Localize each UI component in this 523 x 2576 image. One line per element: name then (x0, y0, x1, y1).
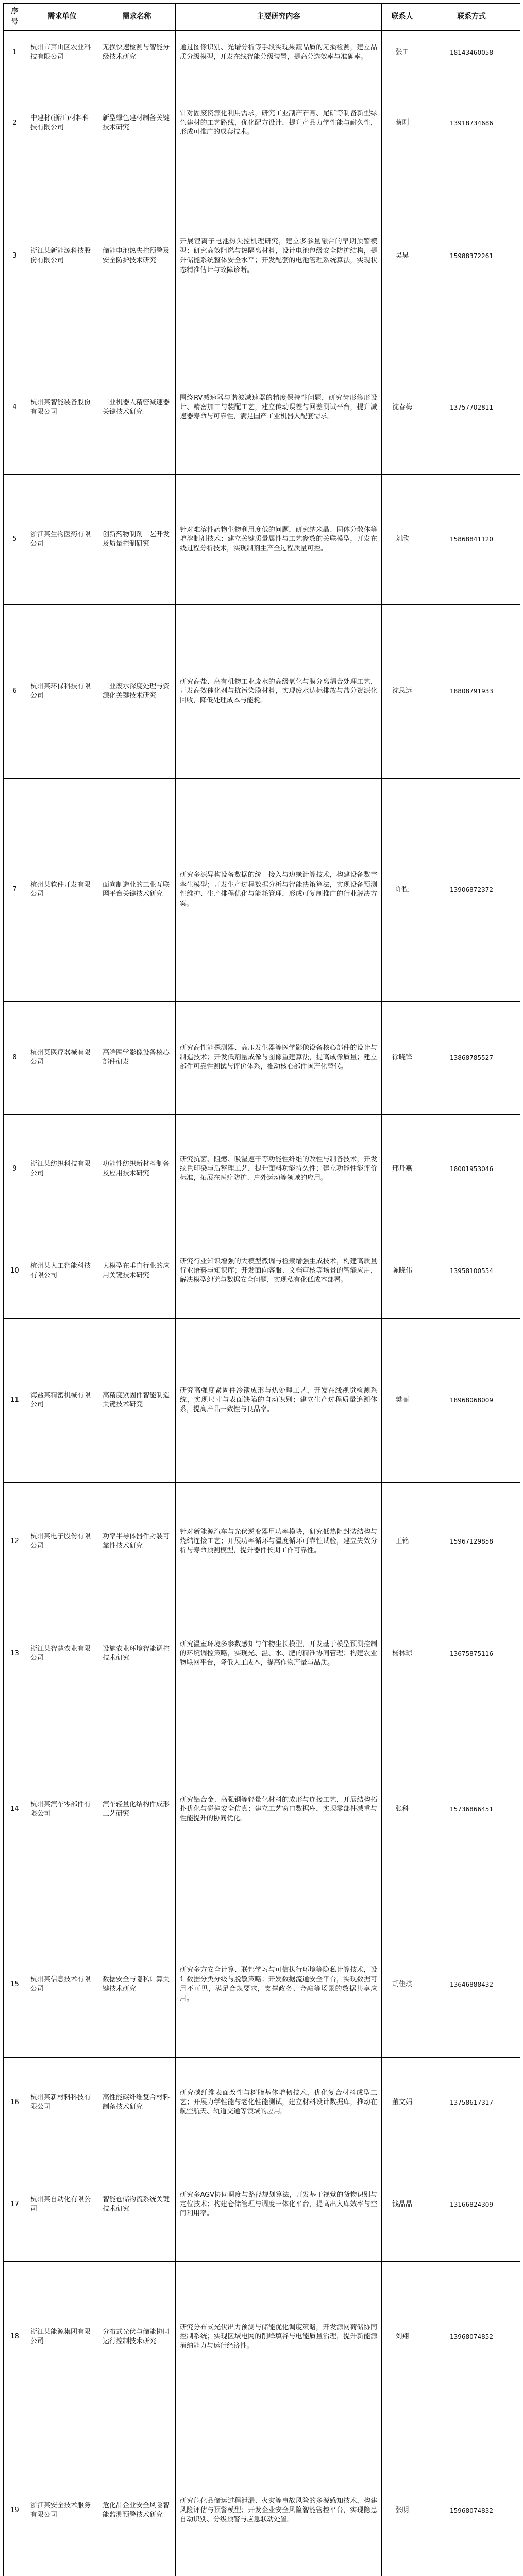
cell-requester: 杭州市萧山区农业科技有限公司 (26, 30, 98, 75)
cell-req-name: 危化品企业安全风险智能监测预警技术研究 (98, 2413, 176, 2576)
cell-seq: 7 (4, 778, 26, 1001)
table-body (4, 30, 520, 2576)
cell-contact-phone: 15968074832 (423, 2413, 520, 2576)
cell-contact-person: 张工 (382, 30, 423, 75)
cell-req-name: 高端医学影像设备核心部件研发 (98, 1001, 176, 1114)
cell-seq: 15 (4, 1912, 26, 2057)
cell-requester: 杭州某环保科技有限公司 (26, 604, 98, 778)
table-row (4, 1318, 520, 1482)
cell-req-name: 功能性纺织新材料制备及应用技术研究 (98, 1114, 176, 1224)
cell-seq: 4 (4, 341, 26, 474)
cell-contact-phone: 13675875116 (423, 1601, 520, 1707)
cell-content: 通过图像识别、光谱分析等手段实现果蔬品质的无损检测，建立品质分级模型，开发在线智能分级装置，提高分选效率与准确率。 (176, 30, 382, 75)
cell-content: 研究分布式光伏出力预测与储能优化调度策略，开发源网荷储协同控制系统；实现区域电网的削峰填谷与电能质量治理，提升新能源消纳能力与运行经济性。 (176, 2261, 382, 2413)
cell-contact-phone: 15736866451 (423, 1707, 520, 1912)
header-req-name: 需求名称 (98, 4, 176, 31)
cell-contact-person: 刘翔 (382, 2261, 423, 2413)
cell-requester: 浙江某能源集团有限公司 (26, 2261, 98, 2413)
table-header (4, 4, 520, 31)
cell-contact-person: 陈晓伟 (382, 1224, 423, 1318)
table-row (4, 1224, 520, 1318)
cell-requester: 浙江某生物医药有限公司 (26, 474, 98, 604)
header-row (4, 4, 520, 31)
cell-requester: 杭州某人工智能科技有限公司 (26, 1224, 98, 1318)
cell-contact-phone: 13757702811 (423, 341, 520, 474)
cell-content: 围绕RV减速器与谐波减速器的精度保持性问题，研究齿形修形设计、精密加工与装配工艺，建立传动误差与回差测试平台，提升减速器寿命与可靠性，满足国产工业机器人配套需求。 (176, 341, 382, 474)
cell-requester: 杭州某电子股份有限公司 (26, 1482, 98, 1601)
cell-contact-person: 钱晶晶 (382, 2148, 423, 2261)
cell-req-name: 高性能碳纤维复合材料制备技术研究 (98, 2057, 176, 2148)
cell-req-name: 分布式光伏与储能协同运行控制技术研究 (98, 2261, 176, 2413)
header-content: 主要研究内容 (176, 4, 382, 31)
table-row (4, 2413, 520, 2576)
cell-content: 研究高强度紧固件冷镦成形与热处理工艺，开发在线视觉检测系统，实现尺寸与表面缺陷的自动识别；建立生产过程质量追溯体系，提高产品一致性与良品率。 (176, 1318, 382, 1482)
table-row (4, 1482, 520, 1601)
table-row (4, 2261, 520, 2413)
cell-req-name: 新型绿色建材制备关键技术研究 (98, 75, 176, 172)
cell-contact-phone: 15868841120 (423, 474, 520, 604)
cell-content: 研究温室环境多参数感知与作物生长模型，开发基于模型预测控制的环境调控策略，实现光、温、水、肥的精准协同管理；构建农业物联网平台，降低人工成本，提高作物产量与品质。 (176, 1601, 382, 1707)
cell-content: 研究危化品储运过程泄漏、火灾等事故风险的多源感知技术，构建风险评估与预警模型；开发企业安全风险智能管控平台，实现隐患自动识别、分级预警与应急联动处置。 (176, 2413, 382, 2576)
cell-requester: 浙江某安全技术服务有限公司 (26, 2413, 98, 2576)
cell-seq: 5 (4, 474, 26, 604)
cell-contact-phone: 13968074852 (423, 2261, 520, 2413)
cell-contact-person: 徐晓锋 (382, 1001, 423, 1114)
cell-req-name: 工业机器人精密减速器关键技术研究 (98, 341, 176, 474)
cell-seq: 9 (4, 1114, 26, 1224)
cell-seq: 16 (4, 2057, 26, 2148)
table-row (4, 2057, 520, 2148)
cell-requester: 杭州某自动化有限公司 (26, 2148, 98, 2261)
cell-content: 研究行业知识增强的大模型微调与检索增强生成技术，构建高质量行业语料与知识库；开发面向客服、文档审核等场景的智能应用，解决模型幻觉与数据安全问题，实现私有化低成本部署。 (176, 1224, 382, 1318)
table-row (4, 474, 520, 604)
cell-req-name: 数据安全与隐私计算关键技术研究 (98, 1912, 176, 2057)
cell-seq: 6 (4, 604, 26, 778)
cell-req-name: 设施农业环境智能调控技术研究 (98, 1601, 176, 1707)
cell-requester: 浙江某纺织科技有限公司 (26, 1114, 98, 1224)
cell-contact-person: 樊丽 (382, 1318, 423, 1482)
cell-req-name: 储能电池热失控预警及安全防护技术研究 (98, 172, 176, 341)
cell-contact-person: 许程 (382, 778, 423, 1001)
cell-contact-person: 蔡刚 (382, 75, 423, 172)
cell-seq: 11 (4, 1318, 26, 1482)
table-row (4, 30, 520, 75)
cell-seq: 2 (4, 75, 26, 172)
table-row (4, 1114, 520, 1224)
table-row (4, 1707, 520, 1912)
cell-contact-phone: 18001953046 (423, 1114, 520, 1224)
cell-contact-person: 沈春梅 (382, 341, 423, 474)
cell-req-name: 智能仓储物流系统关键技术研究 (98, 2148, 176, 2261)
cell-contact-person: 王铭 (382, 1482, 423, 1601)
cell-contact-phone: 13758617317 (423, 2057, 520, 2148)
cell-contact-phone: 15967129858 (423, 1482, 520, 1601)
cell-contact-person: 张明 (382, 2413, 423, 2576)
cell-contact-phone: 18143460058 (423, 30, 520, 75)
cell-content: 研究高盐、高有机物工业废水的高级氧化与膜分离耦合处理工艺，开发高效催化剂与抗污染膜材料，实现废水达标排放与盐分资源化回收，降低处理成本与能耗。 (176, 604, 382, 778)
requirements-table (3, 3, 520, 2576)
cell-content: 研究多AGV协同调度与路径规划算法，开发基于视觉的货物识别与定位技术；构建仓储管理与调度一体化平台，提高出入库效率与空间利用率。 (176, 2148, 382, 2261)
cell-requester: 杭州某汽车零部件有限公司 (26, 1707, 98, 1912)
cell-seq: 8 (4, 1001, 26, 1114)
cell-content: 针对新能源汽车与光伏逆变器用功率模块，研究低热阻封装结构与烧结连接工艺；开展功率循环与温度循环可靠性试验，建立失效分析与寿命预测模型，提升器件长期工作可靠性。 (176, 1482, 382, 1601)
cell-requester: 浙江某智慧农业有限公司 (26, 1601, 98, 1707)
cell-contact-phone: 13906872372 (423, 778, 520, 1001)
cell-contact-phone: 13958100554 (423, 1224, 520, 1318)
cell-requester: 浙江某新能源科技股份有限公司 (26, 172, 98, 341)
cell-req-name: 工业废水深度处理与资源化关键技术研究 (98, 604, 176, 778)
cell-content: 研究碳纤维表面改性与树脂基体增韧技术，优化复合材料成型工艺；开展力学性能与老化性能测试，建立材料设计数据库，推动在航空航天、轨道交通等领域的应用。 (176, 2057, 382, 2148)
cell-req-name: 无损快速检测与智能分级技术研究 (98, 30, 176, 75)
table-row (4, 778, 520, 1001)
cell-seq: 18 (4, 2261, 26, 2413)
table-row (4, 1601, 520, 1707)
table-row (4, 1912, 520, 2057)
header-contact-person: 联系人 (382, 4, 423, 31)
cell-content: 研究多方安全计算、联邦学习与可信执行环境等隐私计算技术，设计数据分类分级与脱敏策略；开发数据流通安全平台，实现数据可用不可见，满足合规要求，支撑政务、金融等场景的数据共享应用。 (176, 1912, 382, 2057)
cell-seq: 3 (4, 172, 26, 341)
table-row (4, 2148, 520, 2261)
cell-content: 针对难溶性药物生物利用度低的问题，研究纳米晶、固体分散体等增溶制剂技术；建立关键质量属性与工艺参数的关联模型，开发在线过程分析技术，实现制剂生产全过程质量可控。 (176, 474, 382, 604)
table-row (4, 341, 520, 474)
cell-contact-person: 邢丹燕 (382, 1114, 423, 1224)
cell-content: 研究抗菌、阻燃、吸湿速干等功能性纤维的改性与制备技术，开发绿色印染与后整理工艺，提升面料功能持久性；建立功能性能评价标准，拓展在医疗防护、户外运动等领域的应用。 (176, 1114, 382, 1224)
cell-req-name: 大模型在垂直行业的应用关键技术研究 (98, 1224, 176, 1318)
cell-contact-person: 张科 (382, 1707, 423, 1912)
header-seq: 序号 (4, 4, 26, 31)
cell-contact-person: 吴昊 (382, 172, 423, 341)
cell-contact-person: 沈思远 (382, 604, 423, 778)
cell-requester: 海盐某精密机械有限公司 (26, 1318, 98, 1482)
cell-contact-phone: 13868785527 (423, 1001, 520, 1114)
cell-contact-phone: 15988372261 (423, 172, 520, 341)
cell-content: 针对固废资源化利用需求，研究工业副产石膏、尾矿等制备新型绿色建材的工艺路线，优化配方设计，提升产品力学性能与耐久性，形成可推广的成套技术。 (176, 75, 382, 172)
cell-seq: 17 (4, 2148, 26, 2261)
cell-req-name: 高精度紧固件智能制造关键技术研究 (98, 1318, 176, 1482)
cell-contact-person: 刘欣 (382, 474, 423, 604)
cell-content: 研究铝合金、高强钢等轻量化材料的成形与连接工艺，开展结构拓扑优化与碰撞安全仿真；建立工艺窗口数据库，实现零部件减重与性能提升的协同优化。 (176, 1707, 382, 1912)
cell-seq: 1 (4, 30, 26, 75)
table-row (4, 604, 520, 778)
table-row (4, 172, 520, 341)
cell-seq: 19 (4, 2413, 26, 2576)
table-row (4, 1001, 520, 1114)
cell-seq: 10 (4, 1224, 26, 1318)
table-row (4, 75, 520, 172)
cell-contact-person: 杨林琼 (382, 1601, 423, 1707)
cell-contact-phone: 18808791933 (423, 604, 520, 778)
cell-req-name: 面向制造业的工业互联网平台关键技术研究 (98, 778, 176, 1001)
cell-seq: 12 (4, 1482, 26, 1601)
cell-requester: 杭州某医疗器械有限公司 (26, 1001, 98, 1114)
cell-requester: 杭州某新材料科技有限公司 (26, 2057, 98, 2148)
cell-seq: 14 (4, 1707, 26, 1912)
cell-contact-person: 董文娟 (382, 2057, 423, 2148)
cell-requester: 中建材(浙江)材料科技有限公司 (26, 75, 98, 172)
cell-content: 研究高性能探测器、高压发生器等医学影像设备核心部件的设计与制造技术；开发低剂量成像与图像重建算法，提高成像质量；建立部件可靠性测试与评价体系，推动核心部件国产化替代。 (176, 1001, 382, 1114)
cell-requester: 杭州某软件开发有限公司 (26, 778, 98, 1001)
cell-req-name: 创新药物制剂工艺开发及质量控制研究 (98, 474, 176, 604)
cell-seq: 13 (4, 1601, 26, 1707)
header-contact-phone: 联系方式 (423, 4, 520, 31)
cell-contact-phone: 13918734686 (423, 75, 520, 172)
cell-contact-phone: 13646888432 (423, 1912, 520, 2057)
cell-requester: 杭州某智能装备股份有限公司 (26, 341, 98, 474)
header-requester: 需求单位 (26, 4, 98, 31)
cell-req-name: 汽车轻量化结构件成形工艺研究 (98, 1707, 176, 1912)
cell-contact-phone: 13166824309 (423, 2148, 520, 2261)
cell-requester: 杭州某信息技术有限公司 (26, 1912, 98, 2057)
cell-req-name: 功率半导体器件封装可靠性技术研究 (98, 1482, 176, 1601)
cell-content: 开展锂离子电池热失控机理研究，建立多参量融合的早期预警模型；研究高效阻燃与热隔离材料，设计电池包级安全防护结构，提升储能系统整体安全水平；开发配套的电池管理系统算法，实现状态精准估计与故障诊断。 (176, 172, 382, 341)
cell-contact-person: 胡佳琪 (382, 1912, 423, 2057)
cell-contact-phone: 18968068009 (423, 1318, 520, 1482)
cell-content: 研究多源异构设备数据的统一接入与边缘计算技术，构建设备数字孪生模型；开发生产过程数据分析与智能决策算法，实现设备预测性维护、生产排程优化与能耗管理，形成可复制推广的行业解决方案。 (176, 778, 382, 1001)
